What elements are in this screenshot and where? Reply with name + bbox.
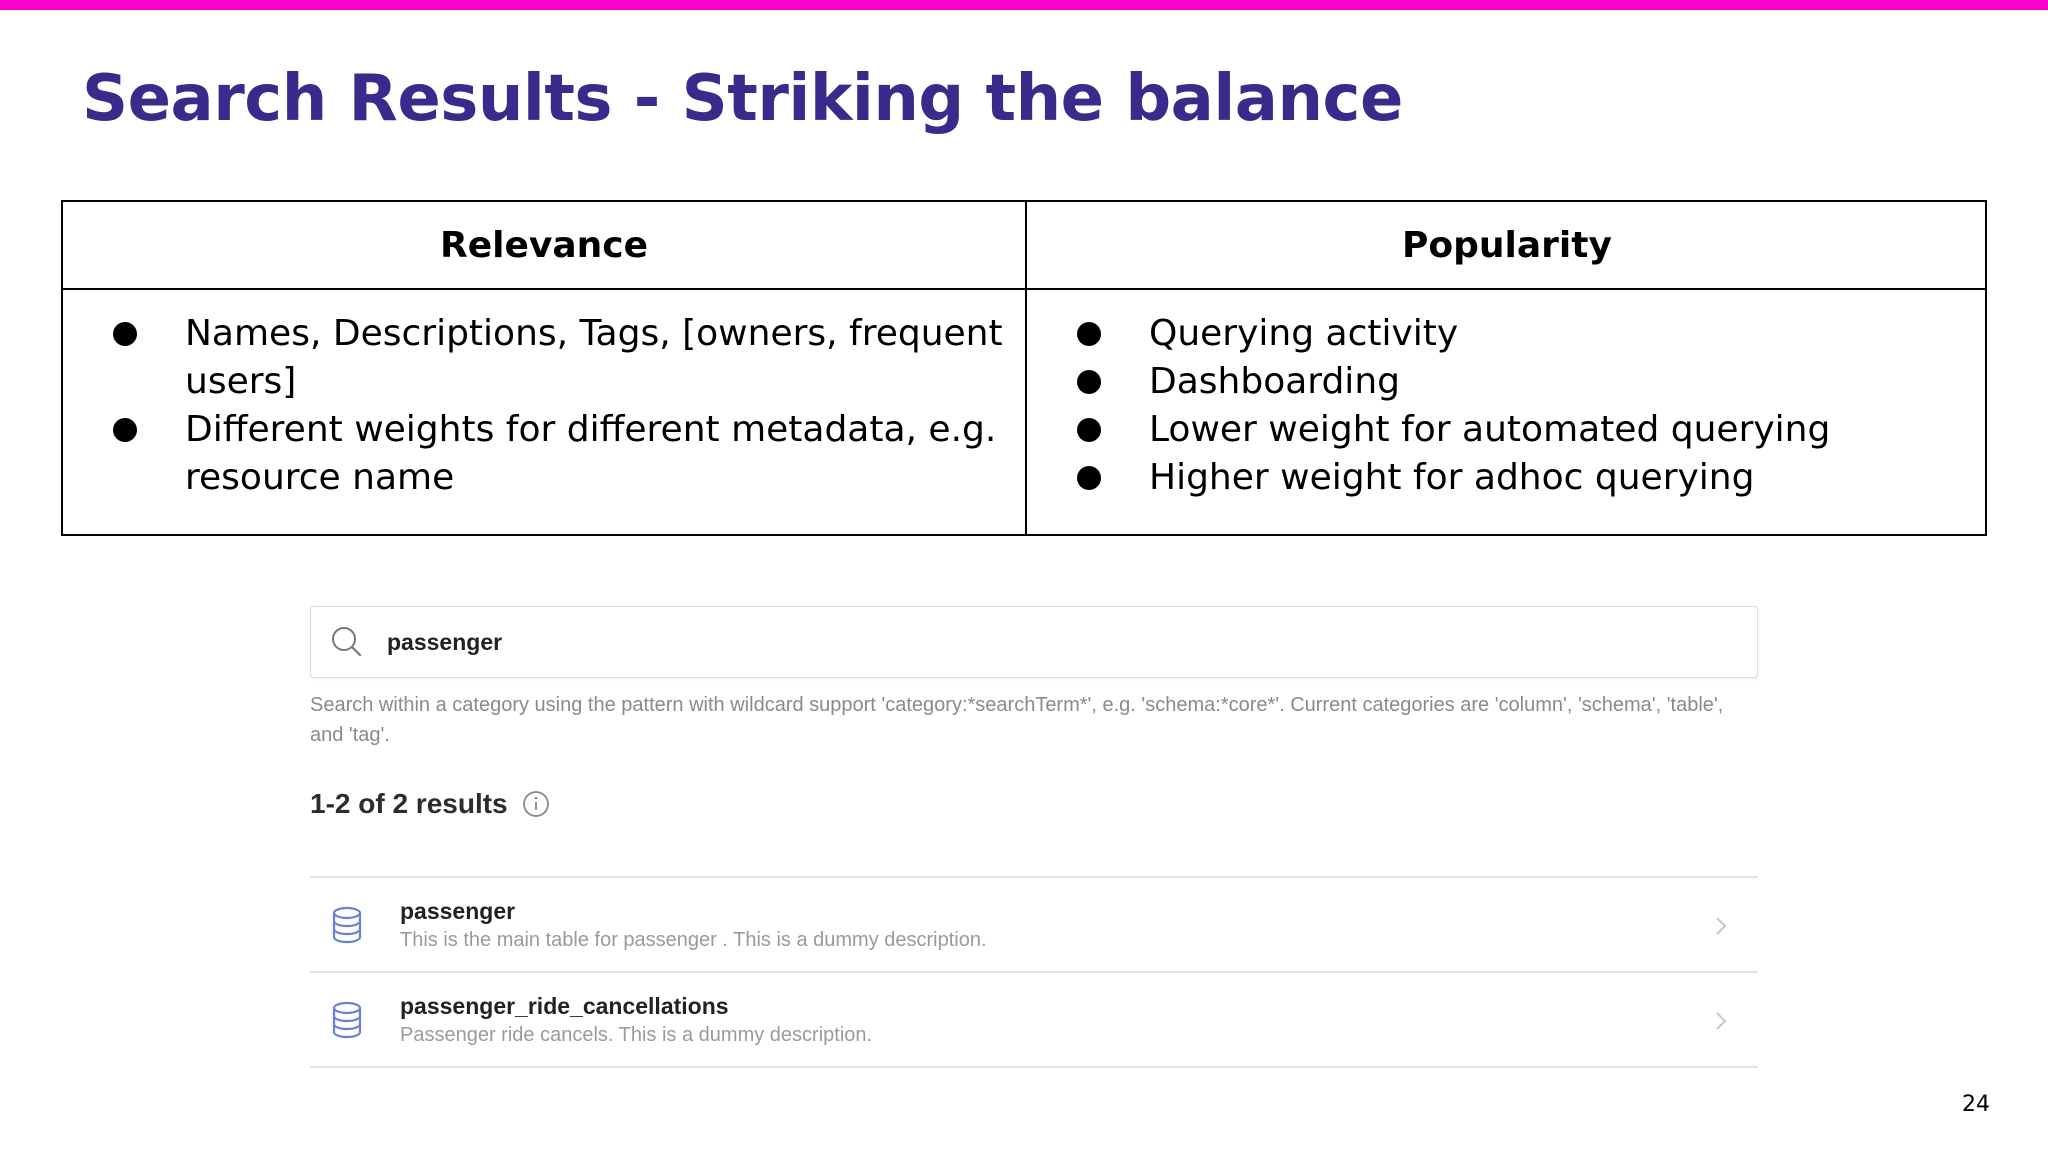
- list-item: [1077, 358, 1987, 406]
- list-item: [113, 310, 1025, 406]
- page-number: 24: [1962, 1092, 1990, 1117]
- results-count-row: [310, 788, 550, 820]
- list-item: [1077, 454, 1987, 502]
- result-name[interactable]: passenger: [400, 897, 516, 924]
- results-count: 1-2 of 2 results: [310, 788, 508, 819]
- comparison-table: [61, 200, 1987, 536]
- search-box[interactable]: [310, 606, 1758, 678]
- bullet-icon: [1077, 418, 1101, 442]
- search-hint: Search within a category using the pattern with wildcard support 'category:*searchTerm*', e.g. 'schema:*core*'. Current categories are 'column', 'schema', 'table', and 'tag'.: [310, 694, 1724, 746]
- bullet-icon: [1077, 322, 1101, 346]
- result-row[interactable]: [310, 973, 1758, 1068]
- chevron-right-icon[interactable]: [1714, 914, 1728, 938]
- relevance-list: [113, 310, 1025, 502]
- popularity-header: Popularity: [1027, 202, 1987, 290]
- bullet-text: Querying activity: [1149, 313, 1459, 354]
- list-item: [1077, 406, 1987, 454]
- database-icon: [330, 906, 364, 944]
- chevron-right-icon[interactable]: [1714, 1009, 1728, 1033]
- bullet-text: Lower weight for automated querying: [1149, 409, 1831, 450]
- info-icon[interactable]: [522, 790, 550, 818]
- list-item: [1077, 310, 1987, 358]
- bullet-icon: [1077, 370, 1101, 394]
- popularity-column: [1025, 202, 1987, 534]
- bullet-icon: [113, 418, 137, 442]
- result-name[interactable]: passenger_ride_cancellations: [400, 992, 729, 1019]
- bullet-icon: [1077, 466, 1101, 490]
- bullet-text: Names, Descriptions, Tags, [owners, frequent users]: [185, 313, 1003, 402]
- top-accent-bar: [0, 0, 2048, 10]
- search-input[interactable]: [387, 629, 1687, 656]
- result-description: This is the main table for passenger . This is a dummy description.: [400, 928, 987, 951]
- bullet-icon: [113, 322, 137, 346]
- slide-title: Search Results - Striking the balance: [82, 62, 1403, 136]
- search-screenshot: [270, 570, 1780, 1115]
- result-row[interactable]: [310, 878, 1758, 973]
- database-icon: [330, 1001, 364, 1039]
- bullet-text: Different weights for different metadata, e.g. resource name: [185, 409, 997, 498]
- relevance-header: Relevance: [63, 202, 1025, 290]
- bullet-text: Dashboarding: [1149, 361, 1400, 402]
- result-description: Passenger ride cancels. This is a dummy description.: [400, 1023, 873, 1046]
- search-icon[interactable]: [329, 624, 365, 660]
- relevance-column: [63, 202, 1025, 534]
- popularity-list: [1077, 310, 1987, 502]
- result-list: [310, 876, 1758, 1068]
- bullet-text: Higher weight for adhoc querying: [1149, 457, 1755, 498]
- list-item: [113, 406, 1025, 502]
